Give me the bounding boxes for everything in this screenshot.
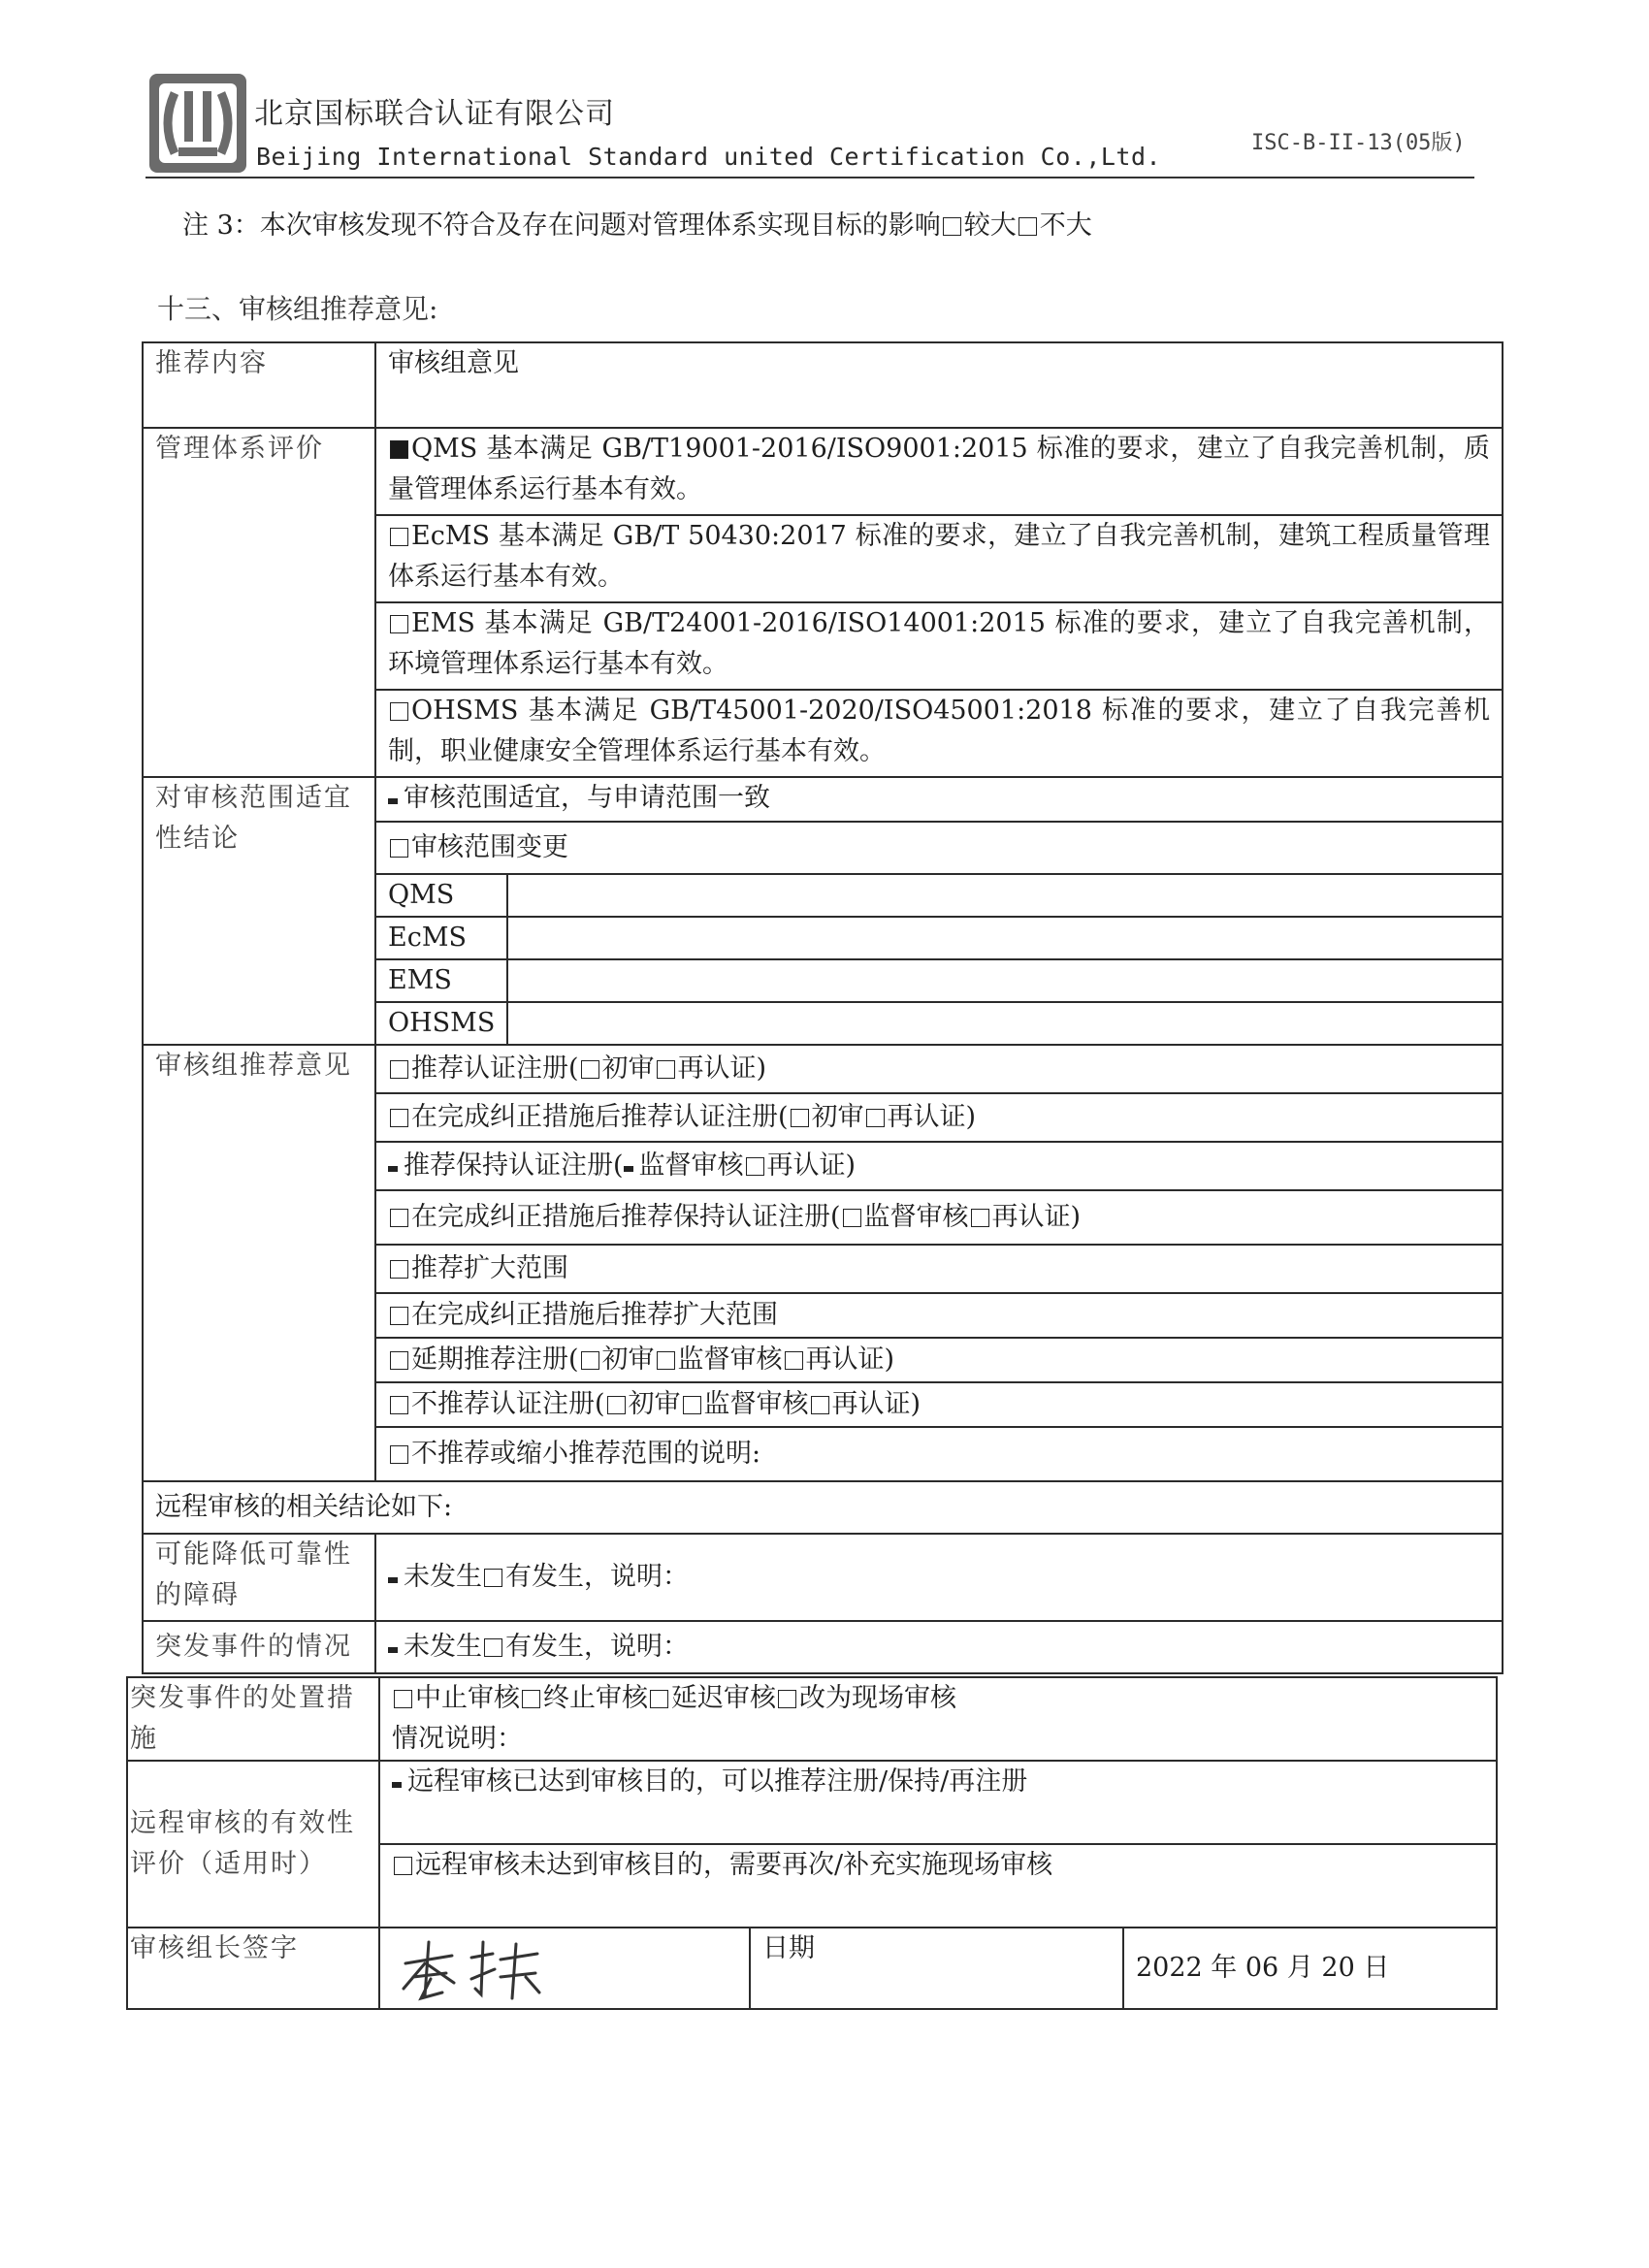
ms-eval-label: 管理体系评价 <box>143 428 375 777</box>
checkbox-surveillance[interactable] <box>843 1209 861 1227</box>
checkbox-recommend-maintain[interactable] <box>388 1166 398 1172</box>
checkbox-surveillance[interactable] <box>624 1166 633 1172</box>
recommend-row-4-text: 在完成纠正措施后推荐保持认证注册( <box>411 1202 841 1232</box>
document-code: ISC-B-II-13(05版) <box>1251 131 1466 155</box>
checkbox-recommend-cert-after-ca[interactable] <box>390 1109 408 1127</box>
recommend-label: 审核组推荐意见 <box>143 1045 375 1481</box>
surveillance-label: 监督审核 <box>677 1345 783 1375</box>
checkbox-emergency-not-occurred[interactable] <box>388 1647 398 1653</box>
situation-label: 情况说明： <box>392 1724 523 1754</box>
checkbox-not-recommend[interactable] <box>390 1396 408 1414</box>
effect-label: 远程审核的有效性评价（适用时） <box>127 1761 379 1928</box>
emergency-label: 突发事件的情况 <box>143 1621 375 1673</box>
ms-eval-qms-text: QMS 基本满足 GB/T19001-2016/ISO9001:2015 标准的要求，建立了自我完善机制，质量管理体系运行基本有效。 <box>388 434 1490 504</box>
remote-title: 远程审核的相关结论如下: <box>143 1481 1503 1534</box>
checkbox-minor[interactable] <box>1018 217 1037 236</box>
checkbox-ems[interactable] <box>390 615 408 633</box>
recommend-row-4 <box>375 1190 1503 1245</box>
section-13-title: 十三、审核组推荐意见: <box>157 293 438 325</box>
measure-delay-label: 延迟审核 <box>671 1683 776 1713</box>
checkbox-obstacle-occurred[interactable] <box>484 1569 502 1587</box>
checkbox-recommend-cert[interactable] <box>390 1060 408 1079</box>
initial-label: 初审 <box>811 1102 864 1132</box>
initial-label: 初审 <box>601 1053 655 1084</box>
checkbox-not-recommend-reduce[interactable] <box>390 1445 408 1464</box>
emergency-options <box>375 1621 1503 1673</box>
recommend-row-8 <box>375 1382 1503 1427</box>
recommend-row-3 <box>375 1142 1503 1190</box>
checkbox-recert[interactable] <box>811 1396 829 1414</box>
header-cell-opinion: 审核组意见 <box>375 342 1503 428</box>
note-3-option-minor: 不大 <box>1039 211 1092 241</box>
scope-change-text: 审核范围变更 <box>411 832 568 862</box>
recommend-row-2-text: 在完成纠正措施后推荐认证注册( <box>411 1102 789 1132</box>
measures-options <box>379 1677 1497 1761</box>
not-occurred-label: 未发生 <box>404 1632 482 1662</box>
occurred-label: 有发生，说明： <box>505 1632 689 1662</box>
recommendation-table <box>142 341 1504 1674</box>
obstacle-label: 可能降低可靠性的障碍 <box>143 1534 375 1621</box>
measure-onsite-label: 改为现场审核 <box>799 1683 956 1713</box>
company-logo <box>146 70 250 177</box>
checkbox-suspend[interactable] <box>394 1690 412 1708</box>
checkbox-effect-achieved[interactable] <box>392 1782 402 1788</box>
close-paren: ) <box>965 1102 977 1132</box>
recommend-row-1 <box>375 1045 1503 1093</box>
effect-achieved-text: 远程审核已达到审核目的，可以推荐注册/保持/再注册 <box>407 1766 1028 1797</box>
checkbox-surveillance[interactable] <box>683 1396 701 1414</box>
scope-system-qms: QMS <box>375 874 507 917</box>
checkbox-initial[interactable] <box>791 1109 809 1127</box>
checkbox-defer[interactable] <box>390 1351 408 1370</box>
checkbox-effect-not-achieved[interactable] <box>394 1857 412 1875</box>
checkbox-initial[interactable] <box>581 1351 599 1370</box>
checkbox-onsite[interactable] <box>778 1690 796 1708</box>
checkbox-terminate[interactable] <box>522 1690 540 1708</box>
recommend-row-6 <box>375 1293 1503 1338</box>
scope-label: 对审核范围适宜性结论 <box>143 777 375 1045</box>
checkbox-scope-change[interactable] <box>390 839 408 858</box>
checkbox-initial[interactable] <box>581 1060 599 1079</box>
checkbox-recert[interactable] <box>657 1060 675 1079</box>
close-paren: ) <box>910 1389 922 1419</box>
checkbox-ecms[interactable] <box>390 528 408 546</box>
surveillance-label: 监督审核 <box>863 1202 969 1232</box>
note-3 <box>182 204 1092 242</box>
measure-terminate-label: 终止审核 <box>543 1683 648 1713</box>
checkbox-surveillance[interactable] <box>657 1351 675 1370</box>
checkbox-scope-fit[interactable] <box>388 798 398 804</box>
ms-eval-ecms-text: EcMS 基本满足 GB/T 50430:2017 标准的要求，建立了自我完善机制，建筑工程质量管理体系运行基本有效。 <box>388 521 1490 592</box>
ms-eval-ohsms-text: OHSMS 基本满足 GB/T45001-2020/ISO45001:2018 标准的要求，建立了自我完善机制，职业健康安全管理体系运行基本有效。 <box>388 696 1490 766</box>
checkbox-recert[interactable] <box>971 1209 989 1227</box>
recommend-row-9 <box>375 1427 1503 1481</box>
checkbox-emergency-occurred[interactable] <box>484 1638 502 1657</box>
remote-audit-table <box>126 1676 1498 2010</box>
recert-label: 再认证 <box>831 1389 911 1419</box>
recommend-row-1-text: 推荐认证注册( <box>411 1053 579 1084</box>
checkbox-initial[interactable] <box>607 1396 626 1414</box>
checkbox-ohsms[interactable] <box>390 702 408 721</box>
checkbox-recommend-extend[interactable] <box>390 1260 408 1279</box>
ms-eval-ecms <box>375 515 1503 602</box>
close-paren: ) <box>1070 1202 1082 1232</box>
checkbox-delay[interactable] <box>650 1690 668 1708</box>
recommend-row-9-text: 不推荐或缩小推荐范围的说明: <box>411 1439 761 1469</box>
checkbox-recert[interactable] <box>746 1157 764 1176</box>
date-value: 2022 年 06 月 20 日 <box>1123 1928 1497 2009</box>
scope-system-ohsms-value[interactable] <box>507 1002 1503 1045</box>
ms-eval-ohsms <box>375 690 1503 777</box>
scope-system-ecms: EcMS <box>375 917 507 959</box>
scope-fit <box>375 777 1503 822</box>
company-name-en: Beijing International Standard united Certification Co.,Ltd. <box>256 143 1162 171</box>
checkbox-major[interactable] <box>943 217 961 236</box>
recommend-row-5-text: 推荐扩大范围 <box>411 1253 568 1283</box>
recert-label: 再认证 <box>991 1202 1071 1232</box>
checkbox-recert[interactable] <box>785 1351 803 1370</box>
effect-not-achieved <box>379 1844 1497 1928</box>
close-paren: ) <box>756 1053 767 1084</box>
ms-eval-qms <box>375 428 1503 515</box>
recert-label: 再认证 <box>677 1053 757 1084</box>
surveillance-label: 监督审核 <box>638 1150 744 1181</box>
company-name-cn: 北京国标联合认证有限公司 <box>254 97 615 131</box>
leader-signature-cell[interactable] <box>379 1928 750 2009</box>
initial-label: 初审 <box>601 1345 655 1375</box>
checkbox-recommend-maintain-after-ca[interactable] <box>390 1209 408 1227</box>
obstacle-options <box>375 1534 1503 1621</box>
checkbox-recert[interactable] <box>866 1109 885 1127</box>
effect-not-achieved-text: 远程审核未达到审核目的，需要再次/补充实施现场审核 <box>415 1850 1053 1880</box>
scope-system-ems: EMS <box>375 959 507 1002</box>
scope-change <box>375 822 1503 874</box>
leader-signature-label: 审核组长签字 <box>127 1928 379 2009</box>
header-divider <box>146 177 1474 178</box>
recert-label: 再认证 <box>805 1345 885 1375</box>
recommend-row-2 <box>375 1093 1503 1142</box>
scope-system-ohsms: OHSMS <box>375 1002 507 1045</box>
recommend-row-8-text: 不推荐认证注册( <box>411 1389 605 1419</box>
checkbox-qms[interactable] <box>390 440 408 459</box>
effect-achieved <box>379 1761 1497 1844</box>
recommend-row-7 <box>375 1338 1503 1382</box>
recommend-row-6-text: 在完成纠正措施后推荐扩大范围 <box>411 1300 778 1330</box>
close-paren: ) <box>845 1150 857 1181</box>
measures-label: 突发事件的处置措施 <box>127 1677 379 1761</box>
recommend-row-7-text: 延期推荐注册( <box>411 1345 579 1375</box>
recert-label: 再认证 <box>766 1150 846 1181</box>
initial-label: 初审 <box>628 1389 681 1419</box>
not-occurred-label: 未发生 <box>404 1562 482 1592</box>
measure-suspend-label: 中止审核 <box>415 1683 520 1713</box>
recommend-row-5 <box>375 1245 1503 1293</box>
occurred-label: 有发生，说明： <box>505 1562 689 1592</box>
checkbox-recommend-extend-after-ca[interactable] <box>390 1307 408 1325</box>
date-label: 日期 <box>750 1928 1123 2009</box>
surveillance-label: 监督审核 <box>703 1389 809 1419</box>
note-3-option-major: 较大 <box>963 211 1017 241</box>
recert-label: 再认证 <box>887 1102 966 1132</box>
note-3-text: 注 3：本次审核发现不符合及存在问题对管理体系实现目标的影响 <box>182 211 941 241</box>
header-cell-content: 推荐内容 <box>143 342 375 428</box>
scope-system-ecms-value[interactable] <box>507 917 1503 959</box>
checkbox-obstacle-not-occurred[interactable] <box>388 1577 398 1583</box>
leader-signature <box>392 1934 547 2004</box>
scope-fit-text: 审核范围适宜，与申请范围一致 <box>404 783 770 813</box>
scope-system-qms-value[interactable] <box>507 874 1503 917</box>
ms-eval-ems-text: EMS 基本满足 GB/T24001-2016/ISO14001:2015 标准的要求，建立了自我完善机制，环境管理体系运行基本有效。 <box>388 608 1490 679</box>
close-paren: ) <box>884 1345 895 1375</box>
ms-eval-ems <box>375 602 1503 690</box>
scope-system-ems-value[interactable] <box>507 959 1503 1002</box>
recommend-row-3-text: 推荐保持认证注册( <box>404 1150 624 1181</box>
